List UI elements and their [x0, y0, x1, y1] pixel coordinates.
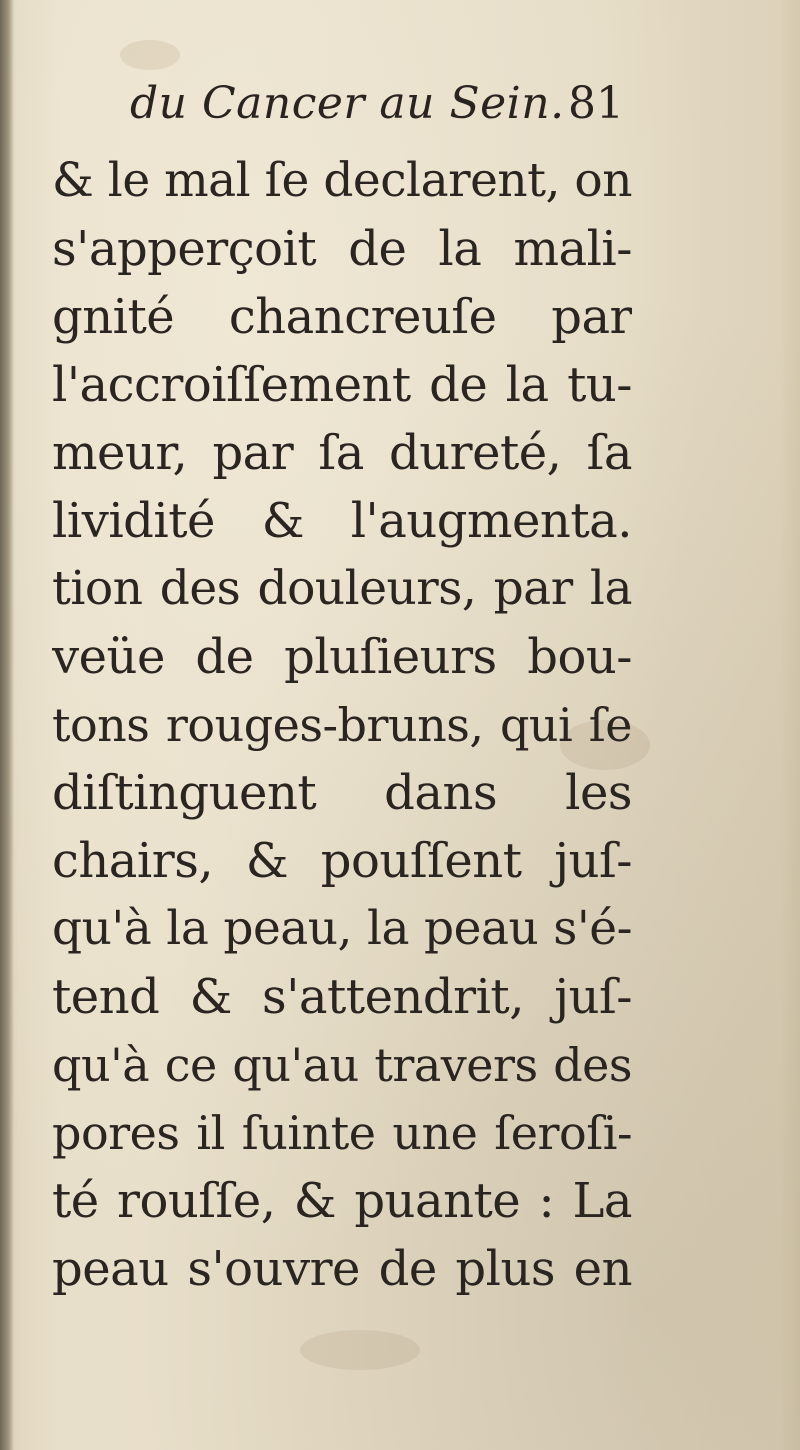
page-header [130, 78, 630, 142]
text-line: pores il ſuinte une ſeroſi- [52, 1106, 632, 1160]
text-line: tion des douleurs, par la [52, 561, 632, 616]
text-line: tons rouges-bruns, qui ſe [52, 698, 632, 752]
text-line: qu'à la peau, la peau s'é- [52, 901, 632, 956]
text-line: chairs, & pouſſent juſ- [52, 833, 632, 889]
text-line: meur, par ſa dureté, ſa [52, 425, 632, 481]
text-line: s'apperçoit de la mali- [52, 221, 632, 277]
text-line: tend & s'attendrit, juſ- [52, 969, 632, 1025]
text-line: veüe de pluſieurs bou- [52, 629, 632, 685]
running-title: du Cancer au Sein. [130, 78, 565, 129]
text-line: l'accroiſſement de la tu- [52, 357, 632, 413]
text-line: gnité chancreuſe par [52, 289, 632, 345]
text-line: qu'à ce qu'au travers des [52, 1038, 632, 1092]
foxing-spot [120, 40, 180, 70]
page-number: 81 [568, 78, 624, 129]
text-line: té rouſſe, & puante : La [52, 1173, 632, 1229]
text-line: peau s'ouvre de plus en [52, 1241, 632, 1297]
text-line: diſtinguent dans les [52, 765, 632, 821]
page-gutter-shadow [0, 0, 14, 1450]
text-line: & le mal ſe declarent, on [52, 153, 632, 208]
text-line: lividité & l'augmenta. [52, 493, 632, 549]
foxing-spot [300, 1330, 420, 1370]
body-text [52, 147, 632, 1303]
